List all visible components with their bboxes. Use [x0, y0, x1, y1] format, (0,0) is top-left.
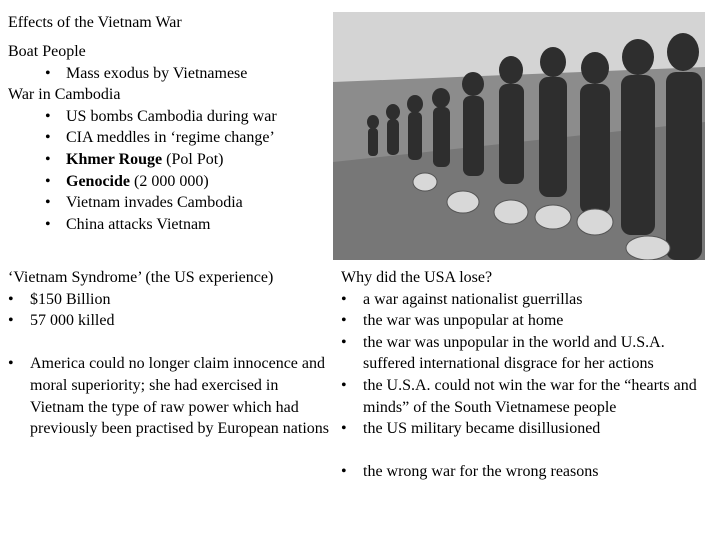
list-item: • a war against nationalist guerrillas — [341, 289, 716, 311]
bullet-icon: • — [341, 333, 347, 351]
bullet-icon: • — [45, 64, 51, 82]
genocide-term: Genocide — [66, 172, 130, 190]
bullet-icon: • — [8, 312, 14, 330]
list-item: • the U.S.A. could not win the war for the “hearts and minds” of the South Vietnamese people — [341, 376, 697, 416]
bullet-icon: • — [45, 172, 51, 190]
list-item: • $150 Billion — [8, 289, 328, 311]
bullet-icon: • — [341, 290, 347, 308]
bullet-icon: • — [45, 107, 51, 125]
khmer-rouge-term: Khmer Rouge — [66, 150, 163, 168]
photo-image — [333, 12, 705, 260]
vietnam-syndrome-section — [8, 267, 328, 440]
list-item: • the war was unpopular in the world and U.S.A. suffered international disgrace for her actions — [341, 333, 665, 373]
list-item: • China attacks Vietnam — [8, 214, 328, 236]
list-item: • the war was unpopular at home — [341, 310, 716, 332]
bullet-icon: • — [341, 420, 347, 438]
bullet-icon: • — [341, 376, 347, 394]
list-item: • America could no longer claim innocence and moral superiority; she had exercised in Vietnam the type of raw power which had previously been practised by European nations — [8, 355, 330, 438]
list-item: • US bombs Cambodia during war — [8, 106, 328, 128]
effects-list — [8, 41, 328, 235]
bullet-icon: • — [45, 215, 51, 233]
bullet-icon: • — [341, 463, 347, 481]
bullet-icon: • — [341, 312, 347, 330]
bullet-icon: • — [8, 355, 14, 373]
why-usa-lost-section — [341, 267, 716, 483]
boat-people-heading: Boat People — [8, 43, 86, 60]
bullet-icon: • — [45, 194, 51, 212]
cambodia-heading: War in Cambodia — [8, 86, 121, 104]
vietnam-syndrome-heading: ‘Vietnam Syndrome’ (the US experience) — [8, 269, 274, 286]
list-item: • the US military became disillusioned — [341, 418, 716, 440]
photo-children-with-bowls — [333, 12, 705, 260]
list-item: • the wrong war for the wrong reasons — [341, 461, 716, 483]
bullet-icon: • — [45, 129, 51, 147]
list-item: • Khmer Rouge (Pol Pot) — [8, 149, 328, 171]
list-item: • CIA meddles in ‘regime change’ — [8, 127, 328, 149]
bullet-icon: • — [8, 290, 14, 308]
bullet-icon: • — [45, 150, 51, 168]
list-item: • Genocide (2 000 000) — [8, 171, 328, 193]
list-item: • 57 000 killed — [8, 310, 328, 332]
slide-title: Effects of the Vietnam War — [8, 14, 182, 31]
list-item: • Vietnam invades Cambodia — [8, 192, 328, 214]
list-item: • Mass exodus by Vietnamese — [8, 63, 328, 85]
why-usa-lost-heading: Why did the USA lose? — [341, 269, 493, 286]
